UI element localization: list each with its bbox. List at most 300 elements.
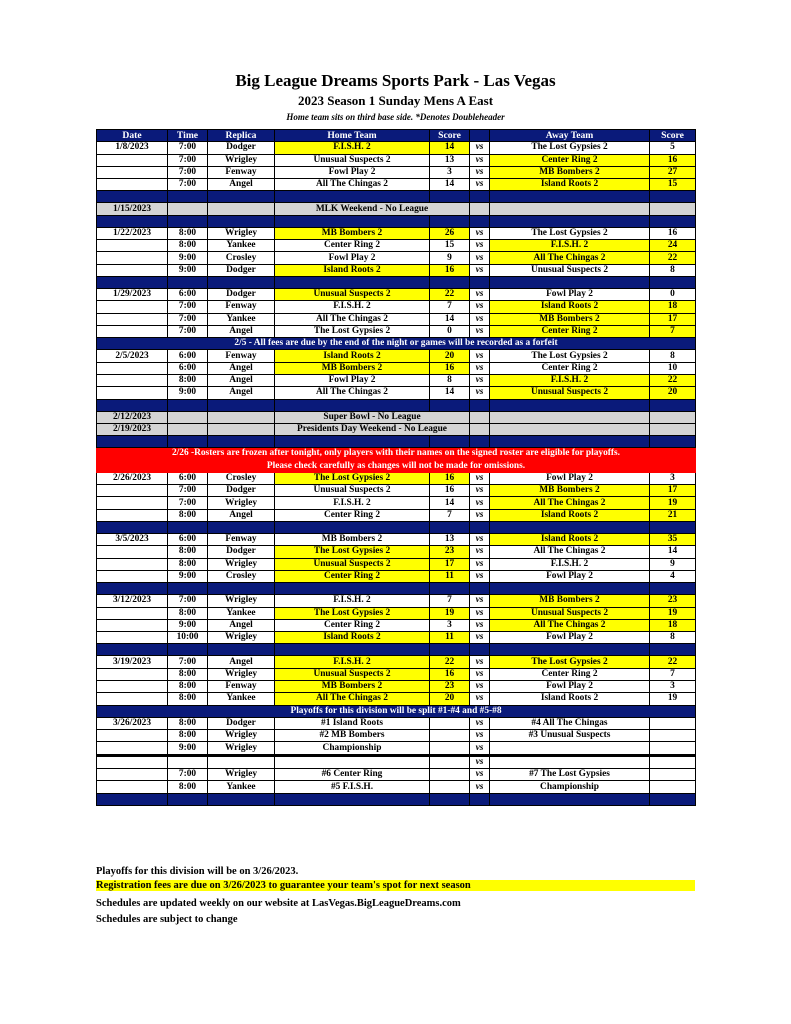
- footer-playoffs-date: Playoffs for this division will be on 3/26/2023.: [96, 866, 299, 877]
- separator-cell: [470, 276, 490, 288]
- separator-cell: [490, 522, 650, 534]
- replica-cell: Wrigley: [208, 154, 275, 166]
- away-team-cell: Fowl Play 2: [490, 632, 650, 644]
- replica-cell: Angel: [208, 656, 275, 668]
- home-team-cell: Unusual Suspects 2: [275, 558, 430, 570]
- vs-cell: vs: [470, 154, 490, 166]
- date-cell: 2/26/2023: [97, 472, 168, 484]
- away-team-cell: Fowl Play 2: [490, 472, 650, 484]
- away-score-cell: [650, 203, 696, 215]
- separator-cell: [490, 793, 650, 805]
- away-team-cell: Island Roots 2: [490, 509, 650, 521]
- home-team-cell: #2 MB Bombers: [275, 730, 430, 742]
- home-score-cell: 14: [430, 142, 470, 154]
- separator-cell: [208, 644, 275, 656]
- away-score-cell: [650, 742, 696, 755]
- no-league-text: Super Bowl - No League: [275, 411, 470, 423]
- home-team-cell: [275, 755, 430, 768]
- home-team-cell: All The Chingas 2: [275, 387, 430, 399]
- separator-cell: [430, 522, 470, 534]
- vs-cell: vs: [470, 252, 490, 264]
- no-league-row: [97, 411, 696, 423]
- no-league-row: [97, 423, 696, 435]
- away-score-cell: 5: [650, 142, 696, 154]
- home-score-cell: 22: [430, 656, 470, 668]
- footer-subject-to-change: Schedules are subject to change: [96, 914, 238, 925]
- away-team-cell: #7 The Lost Gypsies: [490, 769, 650, 781]
- time-cell: 8:00: [168, 717, 208, 729]
- replica-cell: Angel: [208, 387, 275, 399]
- separator-cell: [490, 436, 650, 448]
- home-score-cell: [430, 717, 470, 729]
- home-score-cell: 22: [430, 288, 470, 300]
- away-team-cell: #3 Unusual Suspects: [490, 730, 650, 742]
- vs-cell: vs: [470, 693, 490, 705]
- replica-cell: Wrigley: [208, 769, 275, 781]
- home-score-cell: 16: [430, 472, 470, 484]
- separator-cell: [650, 191, 696, 203]
- date-cell: [97, 166, 168, 178]
- home-score-cell: 7: [430, 301, 470, 313]
- game-row: [97, 362, 696, 374]
- separator-cell: [208, 276, 275, 288]
- time-cell: 7:00: [168, 485, 208, 497]
- separator-cell: [208, 215, 275, 227]
- away-score-cell: 16: [650, 227, 696, 239]
- home-score-cell: 20: [430, 350, 470, 362]
- separator-cell: [275, 522, 430, 534]
- home-team-cell: Center Ring 2: [275, 509, 430, 521]
- separator-cell: [208, 583, 275, 595]
- col-header-replica: Replica: [208, 130, 275, 142]
- separator-cell: [97, 522, 168, 534]
- home-team-cell: Unusual Suspects 2: [275, 154, 430, 166]
- separator-row: [97, 644, 696, 656]
- separator-cell: [168, 522, 208, 534]
- home-team-cell: Fowl Play 2: [275, 375, 430, 387]
- separator-cell: [97, 399, 168, 411]
- vs-cell: vs: [470, 497, 490, 509]
- separator-cell: [275, 793, 430, 805]
- separator-cell: [168, 399, 208, 411]
- date-cell: [97, 240, 168, 252]
- home-team-cell: All The Chingas 2: [275, 313, 430, 325]
- separator-row: [97, 215, 696, 227]
- date-cell: [97, 668, 168, 680]
- separator-cell: [275, 215, 430, 227]
- home-team-cell: The Lost Gypsies 2: [275, 472, 430, 484]
- away-team-cell: Unusual Suspects 2: [490, 387, 650, 399]
- replica-cell: Dodger: [208, 142, 275, 154]
- vs-cell: vs: [470, 166, 490, 178]
- away-team-cell: All The Chingas 2: [490, 252, 650, 264]
- alert-row: [97, 448, 696, 460]
- time-cell: 7:00: [168, 656, 208, 668]
- separator-cell: [275, 276, 430, 288]
- away-score-cell: 19: [650, 497, 696, 509]
- game-row: [97, 717, 696, 729]
- replica-cell: Wrigley: [208, 595, 275, 607]
- replica-cell: Crosley: [208, 570, 275, 582]
- away-score-cell: 22: [650, 252, 696, 264]
- game-row: [97, 166, 696, 178]
- game-row: [97, 350, 696, 362]
- vs-cell: vs: [470, 680, 490, 692]
- time-cell: 6:00: [168, 534, 208, 546]
- date-cell: [97, 680, 168, 692]
- vs-cell: vs: [470, 656, 490, 668]
- game-row: [97, 546, 696, 558]
- vs-cell: vs: [470, 509, 490, 521]
- game-row: [97, 387, 696, 399]
- replica-cell: Yankee: [208, 693, 275, 705]
- home-team-cell: Island Roots 2: [275, 632, 430, 644]
- away-score-cell: 17: [650, 313, 696, 325]
- game-row: [97, 781, 696, 793]
- date-cell: [97, 558, 168, 570]
- time-cell: 8:00: [168, 730, 208, 742]
- separator-cell: [430, 436, 470, 448]
- replica-cell: Wrigley: [208, 227, 275, 239]
- date-cell: [97, 485, 168, 497]
- vs-cell: vs: [470, 375, 490, 387]
- date-cell: [97, 769, 168, 781]
- vs-cell: vs: [470, 755, 490, 768]
- home-score-cell: 23: [430, 680, 470, 692]
- separator-cell: [650, 399, 696, 411]
- away-team-cell: All The Chingas 2: [490, 619, 650, 631]
- away-score-cell: 23: [650, 595, 696, 607]
- time-cell: 8:00: [168, 693, 208, 705]
- game-row: [97, 632, 696, 644]
- separator-row: [97, 276, 696, 288]
- away-score-cell: 8: [650, 350, 696, 362]
- date-cell: [97, 154, 168, 166]
- game-row: [97, 252, 696, 264]
- separator-cell: [97, 644, 168, 656]
- game-row: [97, 680, 696, 692]
- away-team-cell: [490, 423, 650, 435]
- game-row: [97, 154, 696, 166]
- date-cell: [97, 179, 168, 191]
- no-league-text: Presidents Day Weekend - No League: [275, 423, 470, 435]
- time-cell: 6:00: [168, 350, 208, 362]
- replica-cell: Wrigley: [208, 497, 275, 509]
- home-score-cell: [430, 730, 470, 742]
- no-league-row: [97, 203, 696, 215]
- game-row: [97, 509, 696, 521]
- vs-cell: vs: [470, 717, 490, 729]
- away-team-cell: Fowl Play 2: [490, 288, 650, 300]
- replica-cell: Wrigley: [208, 730, 275, 742]
- time-cell: 10:00: [168, 632, 208, 644]
- separator-cell: [430, 215, 470, 227]
- away-team-cell: Island Roots 2: [490, 301, 650, 313]
- time-cell: 8:00: [168, 227, 208, 239]
- home-score-cell: 26: [430, 227, 470, 239]
- away-score-cell: 0: [650, 288, 696, 300]
- home-score-cell: 13: [430, 534, 470, 546]
- home-score-cell: [430, 781, 470, 793]
- home-team-cell: MB Bombers 2: [275, 534, 430, 546]
- time-cell: 6:00: [168, 472, 208, 484]
- home-team-cell: Unusual Suspects 2: [275, 288, 430, 300]
- away-team-cell: Island Roots 2: [490, 534, 650, 546]
- vs-cell: vs: [470, 485, 490, 497]
- replica-cell: Yankee: [208, 781, 275, 793]
- separator-cell: [275, 399, 430, 411]
- home-team-cell: Center Ring 2: [275, 570, 430, 582]
- date-cell: [97, 570, 168, 582]
- time-cell: 8:00: [168, 509, 208, 521]
- home-score-cell: 7: [430, 595, 470, 607]
- vs-cell: vs: [470, 301, 490, 313]
- away-score-cell: 14: [650, 546, 696, 558]
- game-row: [97, 497, 696, 509]
- separator-cell: [470, 583, 490, 595]
- away-team-cell: [490, 203, 650, 215]
- separator-cell: [470, 436, 490, 448]
- home-team-cell: F.I.S.H. 2: [275, 595, 430, 607]
- separator-cell: [168, 215, 208, 227]
- separator-cell: [275, 644, 430, 656]
- home-team-cell: Unusual Suspects 2: [275, 668, 430, 680]
- replica-cell: [208, 755, 275, 768]
- vs-cell: vs: [470, 313, 490, 325]
- separator-cell: [168, 191, 208, 203]
- date-cell: [97, 781, 168, 793]
- home-team-cell: Island Roots 2: [275, 350, 430, 362]
- vs-cell: vs: [470, 558, 490, 570]
- separator-cell: [650, 644, 696, 656]
- time-cell: 7:00: [168, 313, 208, 325]
- replica-cell: Dodger: [208, 485, 275, 497]
- replica-cell: Angel: [208, 325, 275, 337]
- home-team-cell: F.I.S.H. 2: [275, 497, 430, 509]
- away-team-cell: F.I.S.H. 2: [490, 558, 650, 570]
- separator-cell: [490, 215, 650, 227]
- time-cell: [168, 755, 208, 768]
- replica-cell: Crosley: [208, 252, 275, 264]
- vs-cell: vs: [470, 362, 490, 374]
- away-score-cell: 4: [650, 570, 696, 582]
- away-team-cell: MB Bombers 2: [490, 313, 650, 325]
- date-cell: [97, 264, 168, 276]
- time-cell: 7:00: [168, 154, 208, 166]
- game-row: [97, 668, 696, 680]
- away-team-cell: Fowl Play 2: [490, 570, 650, 582]
- game-row: [97, 227, 696, 239]
- time-cell: 7:00: [168, 325, 208, 337]
- home-team-cell: #5 F.I.S.H.: [275, 781, 430, 793]
- away-score-cell: 7: [650, 668, 696, 680]
- vs-cell: vs: [470, 632, 490, 644]
- date-cell: [97, 325, 168, 337]
- home-score-cell: 0: [430, 325, 470, 337]
- date-cell: 1/15/2023: [97, 203, 168, 215]
- separator-cell: [97, 583, 168, 595]
- time-cell: [168, 411, 208, 423]
- vs-cell: vs: [470, 607, 490, 619]
- away-team-cell: The Lost Gypsies 2: [490, 350, 650, 362]
- date-cell: 1/29/2023: [97, 288, 168, 300]
- separator-cell: [430, 276, 470, 288]
- home-score-cell: 16: [430, 264, 470, 276]
- time-cell: 8:00: [168, 781, 208, 793]
- separator-cell: [490, 191, 650, 203]
- announcement-text: Playoffs for this division will be split #1-#4 and #5-#8: [97, 705, 696, 717]
- separator-cell: [470, 522, 490, 534]
- separator-cell: [470, 644, 490, 656]
- home-team-cell: Island Roots 2: [275, 264, 430, 276]
- time-cell: 8:00: [168, 607, 208, 619]
- home-score-cell: [430, 755, 470, 768]
- col-header-home-score: Score: [430, 130, 470, 142]
- vs-cell: vs: [470, 781, 490, 793]
- announcement-text: 2/5 - All fees are due by the end of the night or games will be recorded as a forfeit: [97, 338, 696, 350]
- home-score-cell: 15: [430, 240, 470, 252]
- alert-row: [97, 460, 696, 472]
- away-score-cell: 22: [650, 375, 696, 387]
- away-team-cell: Fowl Play 2: [490, 680, 650, 692]
- replica-cell: Fenway: [208, 534, 275, 546]
- home-score-cell: 16: [430, 485, 470, 497]
- separator-cell: [97, 191, 168, 203]
- date-cell: 1/22/2023: [97, 227, 168, 239]
- home-score-cell: 23: [430, 546, 470, 558]
- vs-cell: vs: [470, 387, 490, 399]
- replica-cell: Dodger: [208, 264, 275, 276]
- away-score-cell: 17: [650, 485, 696, 497]
- separator-cell: [650, 436, 696, 448]
- replica-cell: Wrigley: [208, 632, 275, 644]
- away-score-cell: 8: [650, 632, 696, 644]
- separator-cell: [97, 215, 168, 227]
- announcement-row: [97, 338, 696, 350]
- time-cell: 9:00: [168, 570, 208, 582]
- col-header-home-team: Home Team: [275, 130, 430, 142]
- separator-cell: [208, 436, 275, 448]
- replica-cell: Angel: [208, 509, 275, 521]
- away-score-cell: 7: [650, 325, 696, 337]
- away-team-cell: MB Bombers 2: [490, 485, 650, 497]
- date-cell: [97, 509, 168, 521]
- away-team-cell: Island Roots 2: [490, 693, 650, 705]
- replica-cell: Yankee: [208, 240, 275, 252]
- away-team-cell: Unusual Suspects 2: [490, 607, 650, 619]
- replica-cell: Crosley: [208, 472, 275, 484]
- time-cell: 9:00: [168, 252, 208, 264]
- separator-cell: [650, 215, 696, 227]
- time-cell: 9:00: [168, 264, 208, 276]
- time-cell: 9:00: [168, 619, 208, 631]
- away-score-cell: 16: [650, 154, 696, 166]
- separator-cell: [208, 399, 275, 411]
- date-cell: [97, 632, 168, 644]
- date-cell: [97, 252, 168, 264]
- vs-cell: vs: [470, 288, 490, 300]
- replica-cell: Angel: [208, 362, 275, 374]
- separator-cell: [168, 644, 208, 656]
- replica-cell: [208, 411, 275, 423]
- away-team-cell: The Lost Gypsies 2: [490, 142, 650, 154]
- separator-cell: [470, 793, 490, 805]
- separator-row: [97, 583, 696, 595]
- home-score-cell: 17: [430, 558, 470, 570]
- vs-cell: vs: [470, 227, 490, 239]
- home-team-cell: F.I.S.H. 2: [275, 142, 430, 154]
- away-score-cell: [650, 755, 696, 768]
- date-cell: 3/19/2023: [97, 656, 168, 668]
- vs-cell: vs: [470, 730, 490, 742]
- separator-cell: [275, 191, 430, 203]
- home-team-cell: #1 Island Roots: [275, 717, 430, 729]
- time-cell: 8:00: [168, 546, 208, 558]
- away-score-cell: [650, 730, 696, 742]
- separator-cell: [97, 436, 168, 448]
- home-score-cell: 13: [430, 154, 470, 166]
- time-cell: 9:00: [168, 387, 208, 399]
- replica-cell: Dodger: [208, 717, 275, 729]
- vs-cell: vs: [470, 142, 490, 154]
- game-row: [97, 607, 696, 619]
- replica-cell: Wrigley: [208, 668, 275, 680]
- away-team-cell: Island Roots 2: [490, 179, 650, 191]
- separator-cell: [650, 276, 696, 288]
- separator-row: [97, 522, 696, 534]
- date-cell: 3/5/2023: [97, 534, 168, 546]
- home-score-cell: 14: [430, 313, 470, 325]
- replica-cell: Wrigley: [208, 742, 275, 755]
- game-row: [97, 240, 696, 252]
- game-row: [97, 730, 696, 742]
- vs-cell: [470, 423, 490, 435]
- separator-cell: [168, 276, 208, 288]
- away-team-cell: #4 All The Chingas: [490, 717, 650, 729]
- separator-cell: [470, 215, 490, 227]
- date-cell: [97, 730, 168, 742]
- page-title: Big League Dreams Sports Park - Las Vegas: [235, 71, 556, 90]
- vs-cell: vs: [470, 769, 490, 781]
- time-cell: 8:00: [168, 668, 208, 680]
- replica-cell: Angel: [208, 619, 275, 631]
- replica-cell: Dodger: [208, 546, 275, 558]
- away-score-cell: 10: [650, 362, 696, 374]
- separator-cell: [208, 793, 275, 805]
- away-score-cell: 15: [650, 179, 696, 191]
- time-cell: 8:00: [168, 558, 208, 570]
- separator-cell: [275, 436, 430, 448]
- date-cell: [97, 742, 168, 755]
- away-team-cell: Center Ring 2: [490, 154, 650, 166]
- home-team-cell: MB Bombers 2: [275, 362, 430, 374]
- away-score-cell: [650, 411, 696, 423]
- date-cell: 2/5/2023: [97, 350, 168, 362]
- away-score-cell: 19: [650, 607, 696, 619]
- away-score-cell: 3: [650, 472, 696, 484]
- date-cell: 3/12/2023: [97, 595, 168, 607]
- announcement-row: [97, 705, 696, 717]
- away-team-cell: Center Ring 2: [490, 362, 650, 374]
- home-team-cell: Center Ring 2: [275, 240, 430, 252]
- schedule-table: [96, 129, 696, 806]
- home-team-cell: F.I.S.H. 2: [275, 301, 430, 313]
- vs-cell: vs: [470, 619, 490, 631]
- vs-cell: [470, 411, 490, 423]
- home-score-cell: 14: [430, 179, 470, 191]
- vs-cell: vs: [470, 325, 490, 337]
- time-cell: 6:00: [168, 288, 208, 300]
